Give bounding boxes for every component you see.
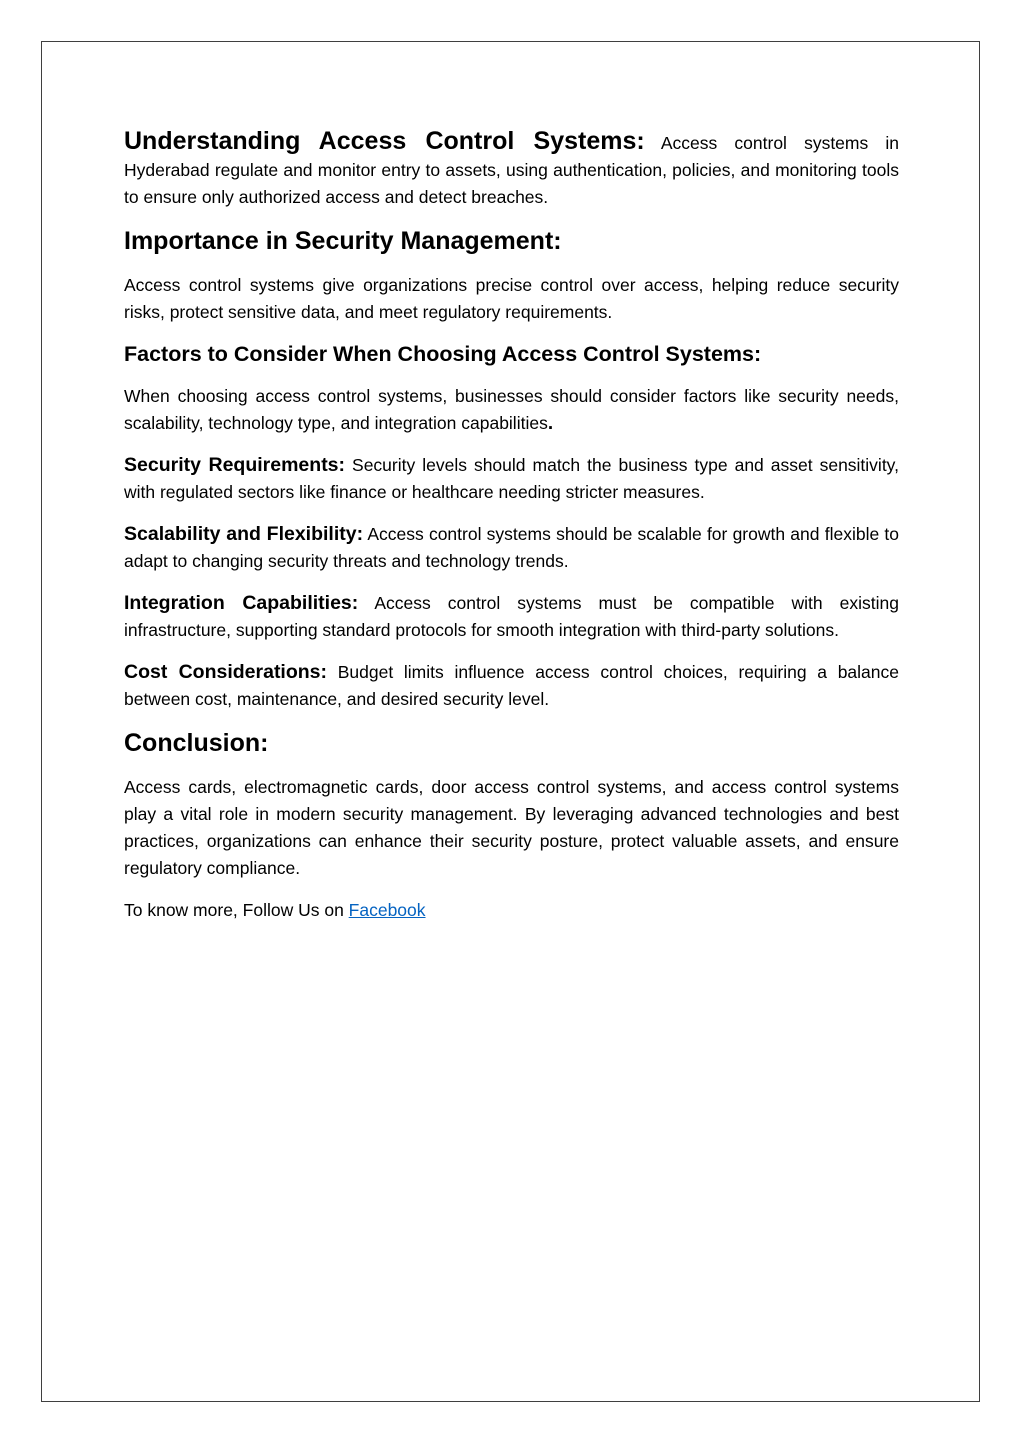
factors-text: When choosing access control systems, businesses should consider factors like security needs, scalability, technology type, and integration capabilities <box>124 386 899 433</box>
cost-considerations-lead: Cost Considerations: <box>124 661 328 683</box>
footer-paragraph <box>124 897 899 924</box>
integration-capabilities-paragraph <box>124 590 899 644</box>
scalability-flexibility-text: Access control systems should be scalable for growth and flexible to adapt to changing security threats and technology trends. <box>124 524 899 571</box>
scalability-flexibility-lead: Scalability and Flexibility: <box>124 523 364 545</box>
factors-bold-period: . <box>547 413 554 434</box>
heading-importance: Importance in Security Management: <box>124 227 562 255</box>
scalability-flexibility-paragraph <box>124 521 899 575</box>
document-page <box>124 128 899 939</box>
security-requirements-lead: Security Requirements: <box>124 454 346 476</box>
facebook-link[interactable]: Facebook <box>348 900 426 920</box>
security-requirements-text: Security levels should match the business type and asset sensitivity, with regulated sectors like finance or healthcare needing stricter measures. <box>124 455 899 502</box>
integration-capabilities-text: Access control systems must be compatible with existing infrastructure, supporting standard protocols for smooth integration with third-party solutions. <box>124 593 899 640</box>
factors-paragraph <box>124 383 899 437</box>
heading-conclusion: Conclusion: <box>124 729 269 757</box>
cost-considerations-text: Budget limits influence access control choices, requiring a balance between cost, maintenance, and desired security level. <box>124 662 900 709</box>
cost-considerations-paragraph <box>124 659 899 713</box>
integration-capabilities-lead: Integration Capabilities: <box>124 592 359 614</box>
heading-factors: Factors to Consider When Choosing Access Control Systems: <box>124 342 762 366</box>
importance-paragraph: Access control systems give organizations precise control over access, helping reduce security risks, protect sensitive data, and meet regulatory requirements. <box>124 275 899 322</box>
intro-heading: Understanding Access Control Systems: <box>124 127 645 155</box>
security-requirements-paragraph <box>124 452 899 506</box>
intro-text: Access control systems in Hyderabad regulate and monitor entry to assets, using authentication, policies, and monitoring tools to ensure only authorized access and detect breaches. <box>124 133 899 207</box>
footer-text: To know more, Follow Us on <box>124 900 349 920</box>
intro-paragraph <box>124 128 899 211</box>
conclusion-paragraph: Access cards, electromagnetic cards, door access control systems, and access control systems play a vital role in modern security management. By leveraging advanced technologies and best practices, organizations can enhance their security posture, protect valuable assets, and ensure regulatory compliance. <box>124 777 899 878</box>
